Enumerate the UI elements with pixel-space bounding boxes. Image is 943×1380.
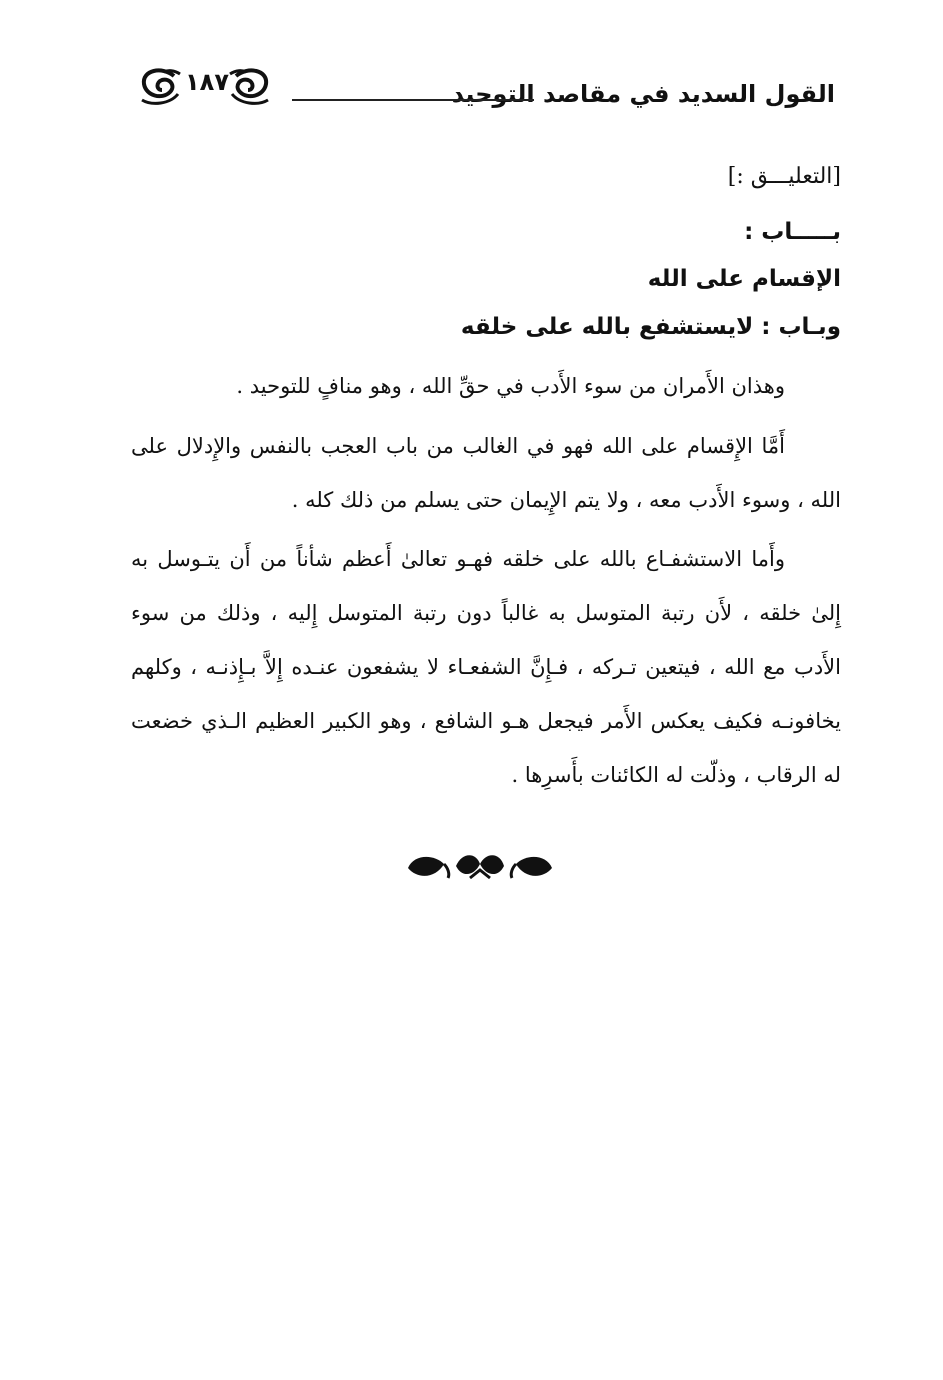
chapter-heading: بـــــاب : [744, 219, 841, 245]
commentary-label: [التعليـــق :] [727, 164, 841, 189]
body-paragraph: أَمَّا الإِقسام على الله فهو في الغالب من باب العجب بالنفس والإِدلال على الله ، وسوء الأَدب معه ، ولا يتم الإِيمان حتى يسلم من ذلك كله . [131, 434, 841, 512]
running-title: القول السديد في مقاصد التوحيد [451, 80, 835, 108]
header-rule [292, 99, 534, 101]
section-end-leaf-ornament-icon [404, 848, 556, 884]
chapter-title-1: الإقسام على الله [647, 266, 841, 292]
body-paragraph: وأَما الاستشفـاع بالله على خلقه فهـو تعالىٰ أَعظم شأناً من أَن يتـوسل به إِلىٰ خلقه ، لأَن رتبة المتوسل به غالباً دون رتبة المتوسل إِليه ، وذلك من سوء الأَدب مع الله ، فيتعين تـركه ، فـإِنَّ الشفعـاء لا يشفعون عنـده إِلاَّ بـإِذنـه ، وكلهم يخافونـه فكيف يعكس الأَمر فيجعل هـو الشافع ، وهو الكبير العظيم الـذي خضعت له الرقاب ، وذلّت له الكائنات بأَسرِها . [131, 547, 841, 787]
body-paragraph: وهذان الأَمران من سوء الأَدب في حقِّ الله ، وهو منافٍ للتوحيد . [236, 374, 785, 398]
chapter-title-2: وبـاب : لايستشفع بالله على خلقه [460, 314, 841, 340]
page-number: ١٨٧ [185, 68, 229, 96]
